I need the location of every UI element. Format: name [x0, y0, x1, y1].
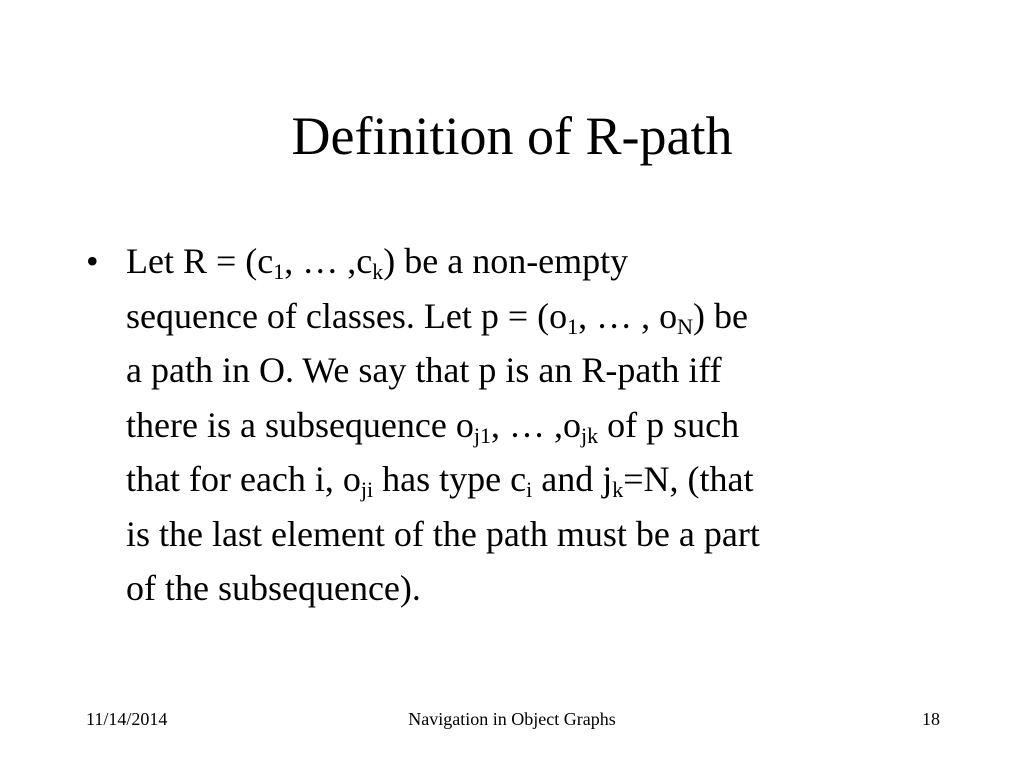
text-run: ) be	[693, 295, 748, 336]
slide-title: Definition of R-path	[291, 106, 733, 166]
slide-number: 18	[922, 709, 940, 729]
subscript: j1	[473, 422, 491, 448]
subscript: 1	[567, 313, 579, 339]
bullet-text	[126, 234, 946, 616]
text-run: is the last element of the path must be a part	[126, 513, 760, 554]
text-run: has type c	[373, 459, 527, 499]
text-run: , … ,c	[284, 241, 373, 281]
slide-body	[86, 234, 946, 616]
subscript: N	[677, 313, 694, 339]
text-run: , … , o	[578, 295, 678, 336]
text-run: of the subsequence).	[126, 568, 421, 608]
text-run: there is a subsequence o	[126, 404, 474, 445]
text-run: Let R = (c	[126, 241, 274, 281]
bullet-icon: •	[86, 241, 99, 281]
footer-title: Navigation in Object Graphs	[408, 709, 616, 729]
text-run: that for each i, o	[126, 459, 361, 499]
text-run: of p such	[598, 404, 740, 445]
text-run: =N, (that	[623, 459, 754, 499]
subscript: jk	[581, 422, 599, 448]
text-run: and j	[532, 459, 613, 499]
subscript: k	[612, 477, 624, 502]
subscript: k	[372, 259, 384, 284]
text-run: a path in O. We say that p is an R-path iff	[126, 350, 722, 390]
subscript: 1	[273, 259, 285, 284]
text-run: ) be a non-empty	[383, 241, 629, 281]
bullet-item	[86, 234, 946, 616]
subscript: ji	[360, 477, 374, 502]
text-run: , … ,o	[491, 404, 581, 445]
footer-date: 11/14/2014	[86, 709, 168, 729]
subscript: i	[526, 477, 533, 502]
text-run: sequence of classes. Let p = (o	[126, 295, 568, 336]
